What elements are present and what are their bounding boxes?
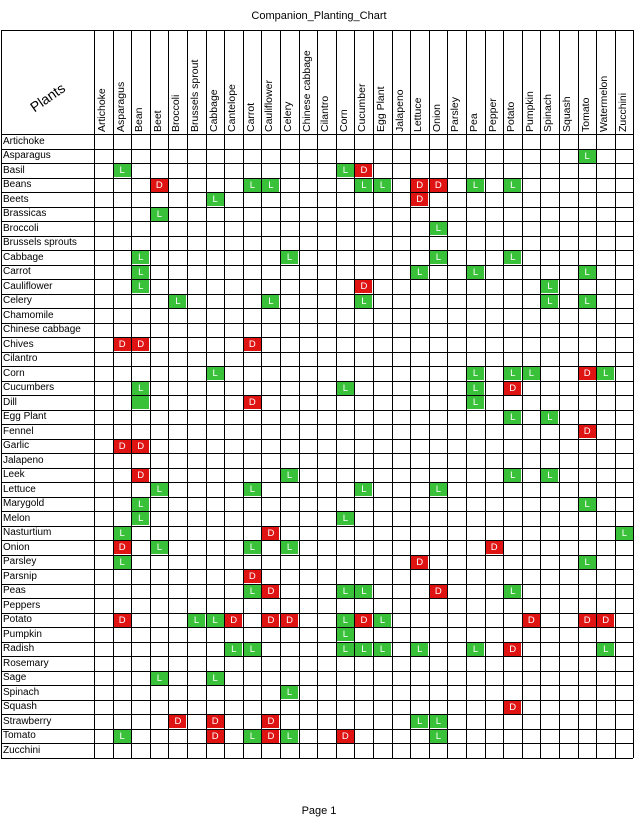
relation-cell: L [114,730,131,743]
row-header: Melon [3,512,31,524]
relation-cell: L [281,469,298,482]
relation-cell: L [430,715,447,728]
relation-cell: L [132,382,149,395]
row-header: Chives [3,338,34,350]
relation-cell: D [355,280,372,293]
relation-cell: D [244,338,261,351]
grid-line [280,30,281,758]
relation-cell: D [244,570,261,583]
relation-cell: D [262,730,279,743]
relation-cell: D [579,425,596,438]
relation-cell: L [151,208,168,221]
relation-cell: D [337,730,354,743]
grid-line [1,627,633,628]
relation-cell: L [430,222,447,235]
column-header: Jalapeno [393,89,406,132]
relation-cell: L [374,614,391,627]
grid-line [1,308,633,309]
grid-line [168,30,169,758]
relation-cell: L [114,556,131,569]
column-header: Carrot [244,102,257,132]
row-header: Beans [3,179,32,190]
relation-cell: L [151,541,168,554]
grid-line [1,30,633,31]
row-header: Egg Plant [3,411,47,422]
grid-line [1,743,633,744]
relation-cell: L [207,614,224,627]
relation-cell: L [281,730,298,743]
grid-line [1,279,633,280]
relation-cell: L [337,164,354,177]
row-header: Asparagus [3,150,51,161]
relation-cell: D [504,643,521,656]
relation-cell: D [207,730,224,743]
column-header: Artichoke [96,88,108,132]
column-header: Parsley [449,96,462,132]
relation-cell: D [114,440,131,453]
relation-cell: L [504,469,521,482]
row-header: Cauliflower [3,280,53,292]
relation-cell: L [467,367,484,380]
relation-cell: D [504,701,521,714]
grid-line [1,584,633,585]
relation-cell: L [541,295,558,308]
relation-cell: L [355,483,372,496]
relation-cell: L [281,686,298,699]
relation-cell: L [411,643,428,656]
relation-cell: L [132,512,149,525]
column-header: Beet [151,110,164,132]
relation-cell: L [504,367,521,380]
row-header: Marygold [3,498,45,509]
row-header: Jalapeno [3,454,44,466]
page-footer: Page 1 [301,805,337,817]
relation-cell: L [244,179,261,192]
grid-line [466,30,467,758]
relation-cell: D [262,585,279,598]
grid-line [1,700,633,701]
relation-cell: L [132,251,149,264]
relation-cell: L [541,280,558,293]
column-header: Watermelon [598,75,611,132]
relation-cell: L [244,585,261,598]
relation-cell: D [262,527,279,540]
grid-line [1,497,633,498]
relation-cell: L [467,396,484,409]
relation-cell: L [244,483,261,496]
grid-line [336,30,337,758]
relation-cell: L [430,483,447,496]
grid-line [1,323,633,324]
relation-cell: D [262,715,279,728]
row-header: Peas [3,585,26,596]
grid-line [1,482,633,483]
column-header: Lettuce [412,97,425,132]
column-header: Cilantro [319,95,332,132]
relation-cell: L [281,541,298,554]
relation-cell: L [337,382,354,395]
relation-cell: L [188,614,205,627]
grid-line [317,30,318,758]
grid-line [354,30,355,758]
relation-cell: L [579,556,596,569]
relation-cell: L [579,295,596,308]
relation-cell: L [541,411,558,424]
relation-cell: L [132,498,149,511]
relation-cell: D [169,715,186,728]
relation-cell: L [114,164,131,177]
relation-cell: L [374,179,391,192]
column-header: Pea [468,113,480,132]
relation-cell: L [337,614,354,627]
grid-line [503,30,504,758]
relation-cell: D [430,179,447,192]
grid-line [633,30,634,758]
grid-line [1,178,633,179]
grid-line [1,685,633,686]
relation-cell: L [579,266,596,279]
grid-line [1,366,633,367]
relation-cell: L [430,251,447,264]
grid-line [1,250,633,251]
relation-cell: D [281,614,298,627]
relation-cell: D [411,193,428,206]
relation-cell: D [579,367,596,380]
relation-cell: D [225,614,242,627]
row-header: Onion [3,541,30,553]
row-header: Potato [3,614,32,625]
column-header: Bean [133,107,146,132]
grid-line [1,352,633,353]
row-header: Fennel [3,425,34,437]
relation-cell: L [355,643,372,656]
grid-line [131,30,132,758]
grid-line [1,265,633,266]
relation-cell: L [411,715,428,728]
page-title: Companion_Planting_Chart [251,10,387,22]
grid-line [578,30,579,758]
column-header: Cantelope [226,84,239,132]
row-header: Parsnip [3,570,37,582]
row-header: Chamomile [3,309,54,321]
relation-cell: D [411,556,428,569]
relation-cell: D [579,614,596,627]
column-header: Chinese cabbage [300,50,313,132]
grid-line [1,381,633,382]
grid-line [1,395,633,396]
grid-line [299,30,300,758]
row-header: Strawberry [3,715,52,727]
relation-cell: L [337,628,354,641]
relation-cell: D [132,338,149,351]
grid-line [1,511,633,512]
relation-cell: L [430,730,447,743]
column-header: Potato [505,101,518,132]
relation-cell: D [262,614,279,627]
relation-cell: D [504,382,521,395]
relation-cell: L [262,179,279,192]
column-header: Brussels sprout [189,59,201,132]
relation-cell: D [355,614,372,627]
grid-line [94,30,95,758]
row-header: Beets [3,193,29,205]
relation-cell: L [355,295,372,308]
row-header: Lettuce [3,483,36,495]
grid-line [206,30,207,758]
relation-cell: D [114,338,131,351]
grid-line [1,192,633,193]
relation-cell: L [207,193,224,206]
relation-cell: L [207,672,224,685]
grid-line [1,410,633,411]
relation-cell: L [541,469,558,482]
relation-cell: L [467,179,484,192]
column-header: Broccoli [170,94,183,132]
relation-cell: L [337,585,354,598]
column-header: Corn [337,109,350,132]
row-header: Spinach [3,686,40,698]
column-header: Zucchini [616,92,629,132]
row-header: Cilantro [3,353,38,364]
relation-cell: L [374,643,391,656]
grid-line [1,149,633,150]
relation-cell: D [355,164,372,177]
row-header: Parsley [3,556,37,567]
relation-cell: L [281,251,298,264]
row-header: Basil [3,164,25,176]
row-header: Brussels sprouts [3,237,77,248]
row-header: Corn [3,367,25,379]
relation-cell: D [132,469,149,482]
grid-line [522,30,523,758]
relation-cell: L [616,527,633,540]
relation-cell: L [467,266,484,279]
grid-line [1,294,633,295]
grid-line [150,30,151,758]
grid-line [1,555,633,556]
relation-cell: L [597,643,614,656]
relation-cell: L [504,411,521,424]
row-header: Sage [3,672,27,683]
row-header: Brassicas [3,208,47,219]
relation-cell: D [244,396,261,409]
relation-cell: L [411,266,428,279]
grid-line [596,30,597,758]
column-header: Squash [561,96,573,132]
grid-line [1,758,633,759]
grid-line [243,30,244,758]
relation-cell: L [579,150,596,163]
grid-line [1,569,633,570]
row-header: Peppers [3,599,41,611]
relation-cell: L [225,643,242,656]
relation-cell: L [504,179,521,192]
column-header: Asparagus [114,81,127,132]
grid-line [1,134,633,135]
row-header: Cabbage [3,251,44,263]
grid-line [1,236,633,237]
grid-line [113,30,114,758]
row-header: Broccoli [3,222,39,234]
column-header: Tomato [579,97,592,132]
relation-cell: L [151,672,168,685]
row-header: Radish [3,643,35,654]
relation-cell: L [169,295,186,308]
grid-line [410,30,411,758]
relation-cell: L [337,643,354,656]
grid-line [447,30,448,758]
relation-cell: D [597,614,614,627]
relation-cell: L [355,585,372,598]
grid-line [1,613,633,614]
row-header: Carrot [3,266,31,277]
relation-cell: L [244,643,261,656]
grid-line [1,30,2,758]
row-header: Cucumbers [3,382,55,393]
grid-line [1,714,633,715]
grid-line [1,453,633,454]
grid-line [1,337,633,338]
relation-cell: L [207,367,224,380]
relation-cell: D [151,179,168,192]
relation-cell: D [411,179,428,192]
grid-line [1,526,633,527]
column-header: Egg Plant [375,86,387,132]
relation-cell: L [151,483,168,496]
grid-line [373,30,374,758]
relation-cell: D [132,440,149,453]
relation-cell: L [579,498,596,511]
column-header: Cabbage [207,89,220,132]
relation-cell: L [337,512,354,525]
grid-line [224,30,225,758]
grid-line [1,656,633,657]
grid-line [261,30,262,758]
column-header: Pepper [486,98,499,132]
corner-label: Plants [27,79,69,116]
relation-cell: L [504,251,521,264]
relation-cell: D [430,585,447,598]
relation-cell: D [207,715,224,728]
column-header: Cucumber [356,83,369,132]
relation-cell: D [523,614,540,627]
grid-line [1,221,633,222]
grid-line [1,468,633,469]
relation-cell [132,396,149,409]
grid-line [1,163,633,164]
relation-cell: L [132,280,149,293]
column-header: Cauliflower [263,80,276,132]
relation-cell: L [523,367,540,380]
grid-line [1,439,633,440]
grid-line [615,30,616,758]
grid-line [559,30,560,758]
row-header: Artichoke [3,135,45,147]
grid-line [1,642,633,643]
grid-line [540,30,541,758]
relation-cell: D [114,541,131,554]
relation-cell: L [262,295,279,308]
relation-cell: L [244,541,261,554]
row-header: Rosemary [3,657,49,669]
grid-line [1,729,633,730]
relation-cell: L [467,382,484,395]
relation-cell: L [504,585,521,598]
grid-line [485,30,486,758]
grid-line [1,207,633,208]
grid-line [1,540,633,541]
relation-cell: L [114,527,131,540]
grid-line [1,598,633,599]
relation-cell: L [355,179,372,192]
row-header: Leek [3,469,25,480]
grid-line [1,671,633,672]
relation-cell: D [486,541,503,554]
column-header: Celery [282,101,294,132]
grid-line [392,30,393,758]
relation-cell: L [467,643,484,656]
column-header: Pumpkin [523,91,536,132]
relation-cell: L [597,367,614,380]
grid-line [1,424,633,425]
row-header: Pumpkin [3,628,42,640]
grid-line [187,30,188,758]
row-header: Nasturtium [3,527,52,538]
relation-cell: L [132,266,149,279]
relation-cell: L [244,730,261,743]
row-header: Garlic [3,440,30,451]
row-header: Chinese cabbage [3,324,81,335]
row-header: Celery [3,295,32,306]
relation-cell: D [114,614,131,627]
column-header: Spinach [542,94,555,132]
row-header: Zucchini [3,744,41,756]
row-header: Dill [3,396,17,408]
column-header: Onion [430,103,443,132]
grid-line [429,30,430,758]
row-header: Tomato [3,730,36,741]
row-header: Squash [3,701,37,712]
